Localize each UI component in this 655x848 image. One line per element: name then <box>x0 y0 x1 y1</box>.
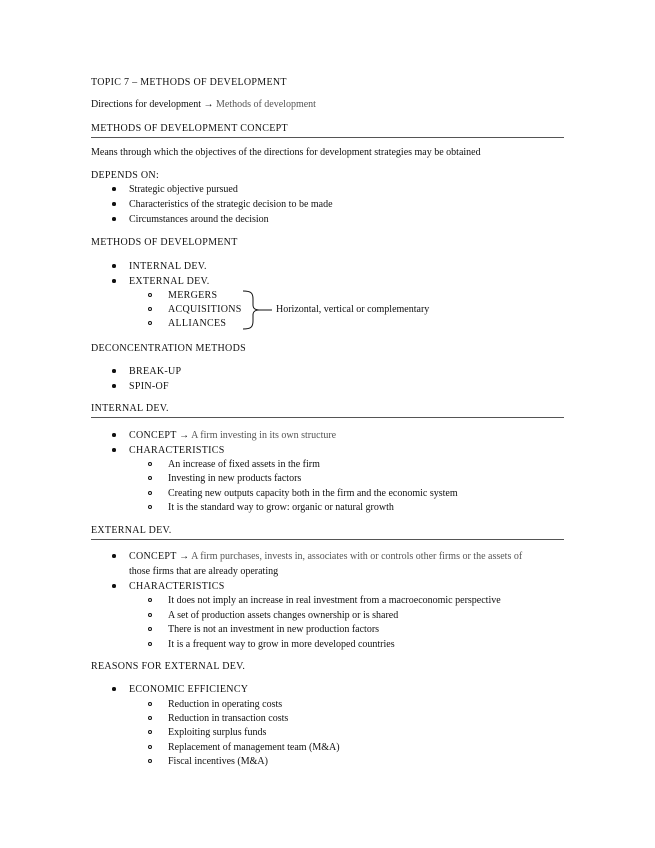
bullet-icon <box>112 584 116 588</box>
list-item: EXTERNAL DEV. <box>129 276 210 287</box>
concept-text: A firm purchases, invests in, associates with or controls other firms or the assets of <box>191 551 523 562</box>
sub-bullet-icon <box>148 613 152 617</box>
sub-list-item: An increase of fixed assets in the firm <box>168 459 320 470</box>
deconcentration-heading: DECONCENTRATION METHODS <box>91 343 246 354</box>
bullet-icon <box>112 187 116 191</box>
list-item: INTERNAL DEV. <box>129 261 207 272</box>
characteristics-label: CHARACTERISTICS <box>129 581 225 592</box>
concept-item <box>129 550 522 563</box>
bullet-icon <box>112 448 116 452</box>
sub-bullet-icon <box>148 759 152 763</box>
sub-list-item: Reduction in operating costs <box>168 699 283 710</box>
list-item: Circumstances around the decision <box>129 214 269 225</box>
methods-heading: METHODS OF DEVELOPMENT <box>91 237 238 248</box>
page-title: TOPIC 7 – METHODS OF DEVELOPMENT <box>91 77 287 88</box>
arrow-right-icon: → <box>179 551 190 562</box>
internal-dev-heading: INTERNAL DEV. <box>91 403 169 414</box>
section-divider <box>91 137 564 138</box>
sub-list-item: Fiscal incentives (M&A) <box>168 756 268 767</box>
bullet-icon <box>112 264 116 268</box>
sub-list-item: It does not imply an increase in real investment from a macroeconomic perspective <box>168 595 501 606</box>
section-divider <box>91 539 564 540</box>
list-item: ECONOMIC EFFICIENCY <box>129 684 249 695</box>
concept-text-continued: those firms that are already operating <box>129 566 279 577</box>
bullet-icon <box>112 433 116 437</box>
list-item: SPIN-OF <box>129 381 169 392</box>
sub-bullet-icon <box>148 491 152 495</box>
sub-bullet-icon <box>148 598 152 602</box>
sub-list-item: ACQUISITIONS <box>168 304 242 315</box>
arrow-right-icon: → <box>203 99 214 110</box>
bullet-icon <box>112 554 116 558</box>
concept-label: CONCEPT <box>129 551 177 562</box>
sub-list-item: Replacement of management team (M&A) <box>168 742 340 753</box>
sub-bullet-icon <box>148 745 152 749</box>
bullet-icon <box>112 384 116 388</box>
section-divider <box>91 417 564 418</box>
sub-list-item: ALLIANCES <box>168 318 227 329</box>
list-item: BREAK-UP <box>129 366 182 377</box>
sub-list-item: A set of production assets changes ownership or is shared <box>168 610 399 621</box>
section-heading-concept: METHODS OF DEVELOPMENT CONCEPT <box>91 123 288 134</box>
sub-list-item: Creating new outputs capacity both in the firm and the economic system <box>168 488 458 499</box>
bullet-icon <box>112 369 116 373</box>
bullet-icon <box>112 217 116 221</box>
sub-bullet-icon <box>148 702 152 706</box>
sub-bullet-icon <box>148 505 152 509</box>
external-dev-heading: EXTERNAL DEV. <box>91 525 172 536</box>
bullet-icon <box>112 279 116 283</box>
sub-list-item: Exploiting surplus funds <box>168 727 267 738</box>
bullet-icon <box>112 687 116 691</box>
sub-bullet-icon <box>148 476 152 480</box>
sub-list-item: It is a frequent way to grow in more developed countries <box>168 639 395 650</box>
concept-text: A firm investing in its own structure <box>191 430 337 441</box>
arrow-right-icon: → <box>179 430 190 441</box>
brace-note: Horizontal, vertical or complementary <box>276 304 430 315</box>
directions-line <box>91 98 316 111</box>
sub-bullet-icon <box>148 730 152 734</box>
sub-bullet-icon <box>148 462 152 466</box>
sub-list-item: It is the standard way to grow: organic or natural growth <box>168 502 394 513</box>
sub-bullet-icon <box>148 627 152 631</box>
sub-bullet-icon <box>148 321 152 325</box>
concept-label: CONCEPT <box>129 430 177 441</box>
sub-bullet-icon <box>148 293 152 297</box>
directions-prefix: Directions for development <box>91 99 201 110</box>
bullet-icon <box>112 202 116 206</box>
sub-bullet-icon <box>148 716 152 720</box>
list-item: Characteristics of the strategic decision to be made <box>129 199 333 210</box>
list-item: Strategic objective pursued <box>129 184 238 195</box>
concept-item <box>129 429 336 442</box>
sub-bullet-icon <box>148 307 152 311</box>
sub-list-item: There is not an investment in new production factors <box>168 624 380 635</box>
sub-bullet-icon <box>148 642 152 646</box>
sub-list-item: MERGERS <box>168 290 218 301</box>
concept-definition: Means through which the objectives of the directions for development strategies may be obtained <box>91 147 481 158</box>
sub-list-item: Reduction in transaction costs <box>168 713 289 724</box>
depends-heading: DEPENDS ON: <box>91 170 160 181</box>
reasons-heading: REASONS FOR EXTERNAL DEV. <box>91 661 246 672</box>
curly-brace-icon <box>240 289 274 331</box>
directions-target: Methods of development <box>215 99 316 110</box>
characteristics-label: CHARACTERISTICS <box>129 445 225 456</box>
sub-list-item: Investing in new products factors <box>168 473 302 484</box>
